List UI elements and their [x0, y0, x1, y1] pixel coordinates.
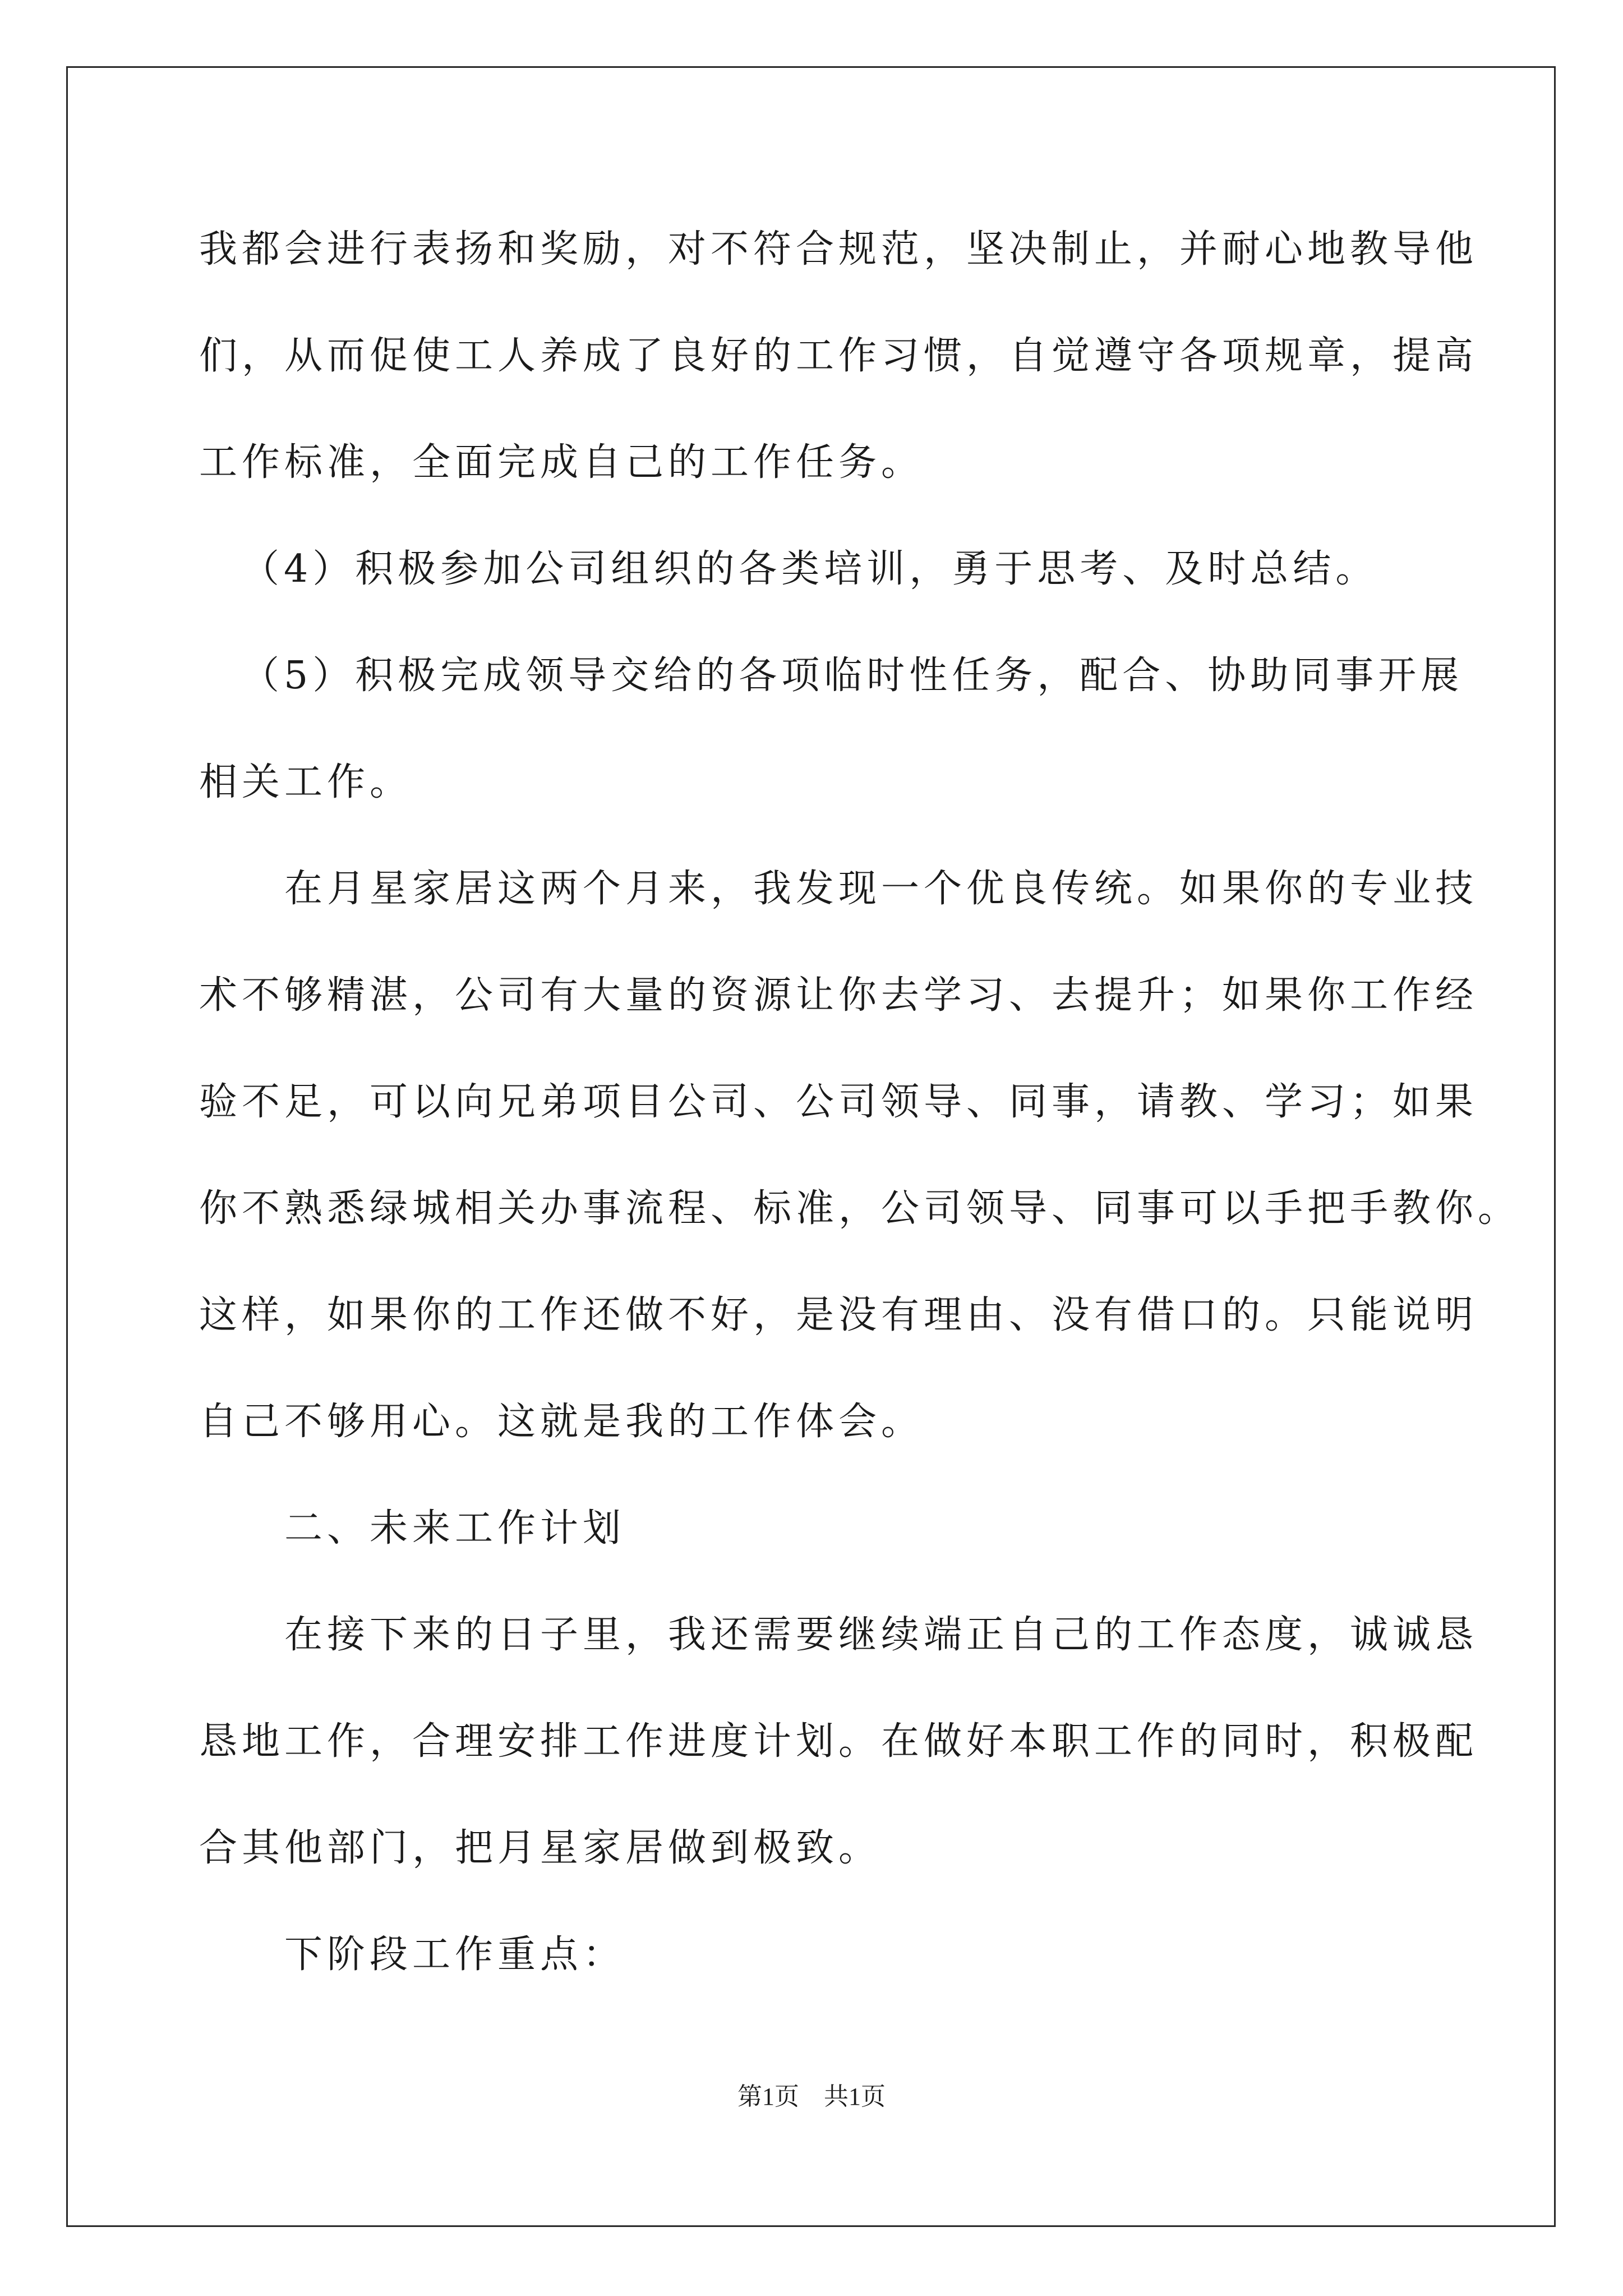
body-line: 我都会进行表扬和奖励，对不符合规范，坚决制止，并耐心地教导他	[199, 227, 1478, 272]
body-line: （4）积极参加公司组织的各类培训，勇于思考、及时总结。	[241, 547, 1378, 591]
section-heading: 二、未来工作计划	[284, 1506, 626, 1550]
body-line: 自己不够用心。这就是我的工作体会。	[199, 1400, 924, 1444]
body-line: 恳地工作，合理安排工作进度计划。在做好本职工作的同时，积极配	[199, 1719, 1478, 1764]
document-body	[199, 208, 1521, 2019]
body-line: 合其他部门，把月星家居做到极致。	[199, 1826, 882, 1870]
body-line: 在接下来的日子里，我还需要继续端正自己的工作态度，诚诚恳	[284, 1613, 1478, 1657]
body-line: 你不熟悉绿城相关办事流程、标准，公司领导、同事可以手把手教你。	[199, 1186, 1521, 1231]
body-line: 术不够精湛，公司有大量的资源让你去学习、去提升；如果你工作经	[199, 973, 1478, 1018]
body-line: 工作标准，全面完成自己的工作任务。	[199, 440, 924, 485]
body-line: 们，从而促使工人养成了良好的工作习惯，自觉遵守各项规章，提高	[199, 334, 1478, 378]
body-line: 在月星家居这两个月来，我发现一个优良传统。如果你的专业技	[284, 867, 1478, 911]
body-line: 验不足，可以向兄弟项目公司、公司领导、同事，请教、学习；如果	[199, 1080, 1478, 1124]
page-footer: 第1页 共1页	[737, 2083, 886, 2110]
body-line: （5）积极完成领导交给的各项临时性任务，配合、协助同事开展	[241, 654, 1464, 698]
body-line: 下阶段工作重点：	[284, 1932, 626, 1977]
body-line: 这样，如果你的工作还做不好，是没有理由、没有借口的。只能说明	[199, 1293, 1478, 1337]
body-line: 相关工作。	[199, 760, 413, 804]
